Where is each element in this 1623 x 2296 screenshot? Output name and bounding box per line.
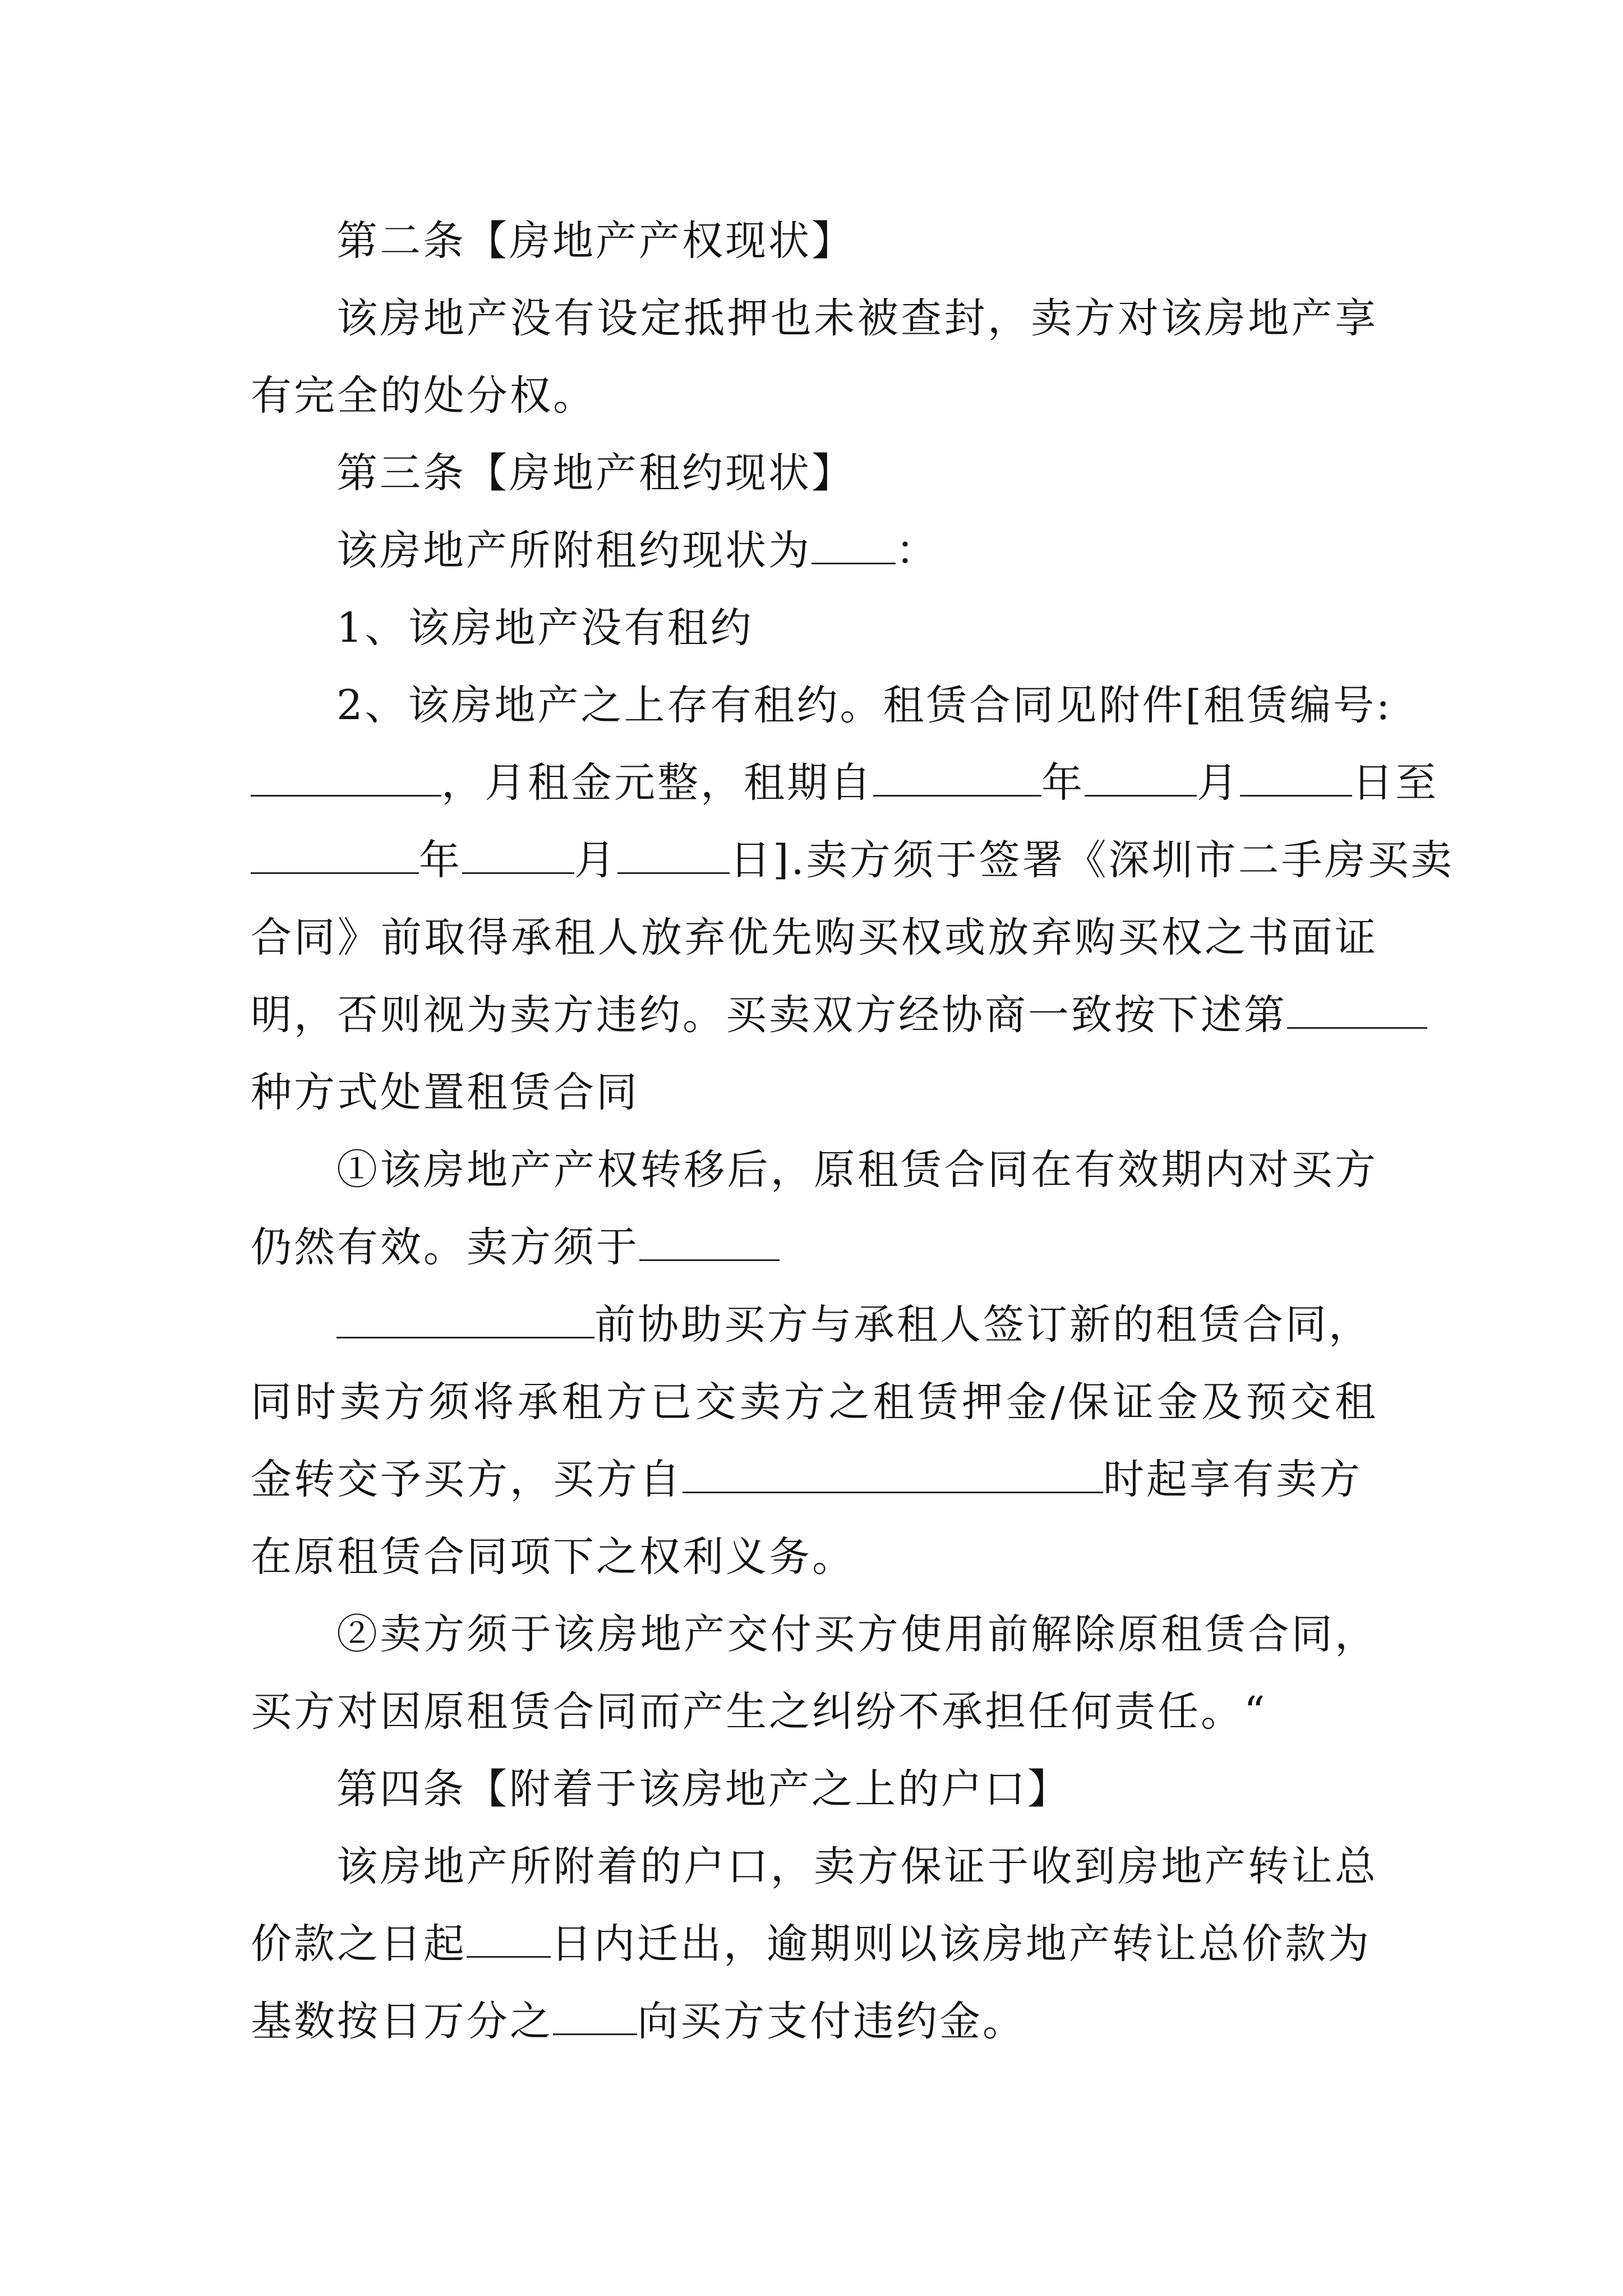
item-2-day-1: 日至 xyxy=(1352,759,1438,807)
article-3-colon: ： xyxy=(896,527,939,574)
option-1-line-1 xyxy=(336,1142,1378,1198)
article-2-heading-text: 第二条【房地产产权现状】 xyxy=(336,217,855,265)
item-2-text-3: 日].卖方须于签署《深圳市二手房买卖 xyxy=(730,836,1454,884)
option-1-text-3: 前协助买方与承租人签订新的租赁合同， xyxy=(594,1301,1372,1349)
article-2-paragraph-line-2 xyxy=(251,368,1378,424)
article-2-heading xyxy=(336,213,1378,269)
article-4-text-1: 该房地产所附着的户口，卖方保证于收到房地产转让总 xyxy=(336,1843,1378,1890)
item-2-year-2: 年 xyxy=(419,836,462,884)
article-3-paragraph xyxy=(336,523,1378,579)
article-3-heading-text: 第三条【房地产租约现状】 xyxy=(336,449,855,497)
option-1-line-3 xyxy=(336,1297,1378,1353)
item-2-month-1: 月 xyxy=(1197,759,1240,807)
lease-number-blank xyxy=(251,758,441,797)
option-1-text-4: 同时卖方须将承租方已交卖方之租赁押金/保证金及预交租 xyxy=(251,1378,1378,1426)
move-out-days-blank xyxy=(467,1919,551,1958)
item-2-line-3 xyxy=(251,832,1454,889)
item-2-month-2: 月 xyxy=(574,836,617,884)
option-1-line-4 xyxy=(251,1374,1378,1430)
article-2-text-2: 有完全的处分权。 xyxy=(251,372,596,420)
end-year-blank xyxy=(251,835,419,874)
item-2-text-2a: ，月租金元整，租期自 xyxy=(441,759,873,807)
article-4-line-3 xyxy=(251,1994,1378,2050)
lease-status-blank xyxy=(811,526,896,564)
sign-date-blank-1 xyxy=(639,1222,780,1261)
penalty-rate-blank xyxy=(553,1996,637,2035)
end-month-blank xyxy=(462,835,574,874)
article-4-text-3b: 向买方支付违约金。 xyxy=(637,1998,1026,2045)
option-1-text-5b: 时起享有卖方 xyxy=(1103,1456,1362,1503)
article-4-heading-text: 第四条【附着于该房地产之上的户口】 xyxy=(336,1765,1071,1813)
start-month-blank xyxy=(1085,758,1197,797)
article-3-heading xyxy=(336,445,1378,501)
item-2-text-5: 明，否则视为卖方违约。买卖双方经协商一致按下述第 xyxy=(251,991,1287,1039)
option-1-line-5 xyxy=(251,1452,1378,1508)
start-year-blank xyxy=(873,758,1041,797)
article-2-text-1: 该房地产没有设定抵押也未被查封，卖方对该房地产享 xyxy=(336,295,1378,342)
item-2-line-2 xyxy=(251,755,1438,811)
option-2-text-2: 买方对因原租赁合同而产生之纠纷不承担任何责任。“ xyxy=(251,1688,1267,1736)
item-2-text-4: 合同》前取得承租人放弃优先购买权或放弃购买权之书面证 xyxy=(251,914,1378,961)
option-2-text-1: ②卖方须于该房地产交付买方使用前解除原租赁合同， xyxy=(336,1611,1378,1658)
option-1-text-2: 仍然有效。卖方须于 xyxy=(251,1223,639,1271)
option-1-text-1: ①该房地产产权转移后，原租赁合同在有效期内对买方 xyxy=(336,1146,1378,1194)
article-4-line-1 xyxy=(336,1839,1378,1895)
rights-date-blank xyxy=(683,1455,1103,1493)
item-2-line-6 xyxy=(251,1065,1378,1121)
item-2-line-4 xyxy=(251,910,1378,966)
item-2-year-1: 年 xyxy=(1041,759,1085,807)
end-day-blank xyxy=(617,835,730,874)
option-number-blank xyxy=(1287,990,1427,1029)
item-2-text-6: 种方式处置租赁合同 xyxy=(251,1069,639,1116)
article-4-text-2a: 价款之日起 xyxy=(251,1920,467,1968)
item-2-line-5 xyxy=(251,987,1378,1043)
option-2-line-1 xyxy=(336,1607,1378,1663)
item-1-text: 1、该房地产没有租约 xyxy=(336,604,754,652)
article-4-text-2b: 日内迁出，逾期则以该房地产转让总价款为 xyxy=(551,1920,1371,1968)
article-2-paragraph-line-1 xyxy=(336,291,1378,347)
sign-date-blank-2 xyxy=(336,1300,594,1338)
start-day-blank xyxy=(1240,758,1352,797)
item-2-line-1 xyxy=(336,678,1393,734)
article-3-text: 该房地产所附租约现状为 xyxy=(336,527,811,574)
item-2-text-1: 2、该房地产之上存有租约。租赁合同见附件[租赁编号: xyxy=(336,682,1393,729)
article-4-line-2 xyxy=(251,1916,1378,1972)
option-1-line-6 xyxy=(251,1529,1378,1585)
article-4-text-3a: 基数按日万分之 xyxy=(251,1998,553,2045)
option-1-text-6: 在原租赁合同项下之权利义务。 xyxy=(251,1533,855,1581)
option-2-line-2 xyxy=(251,1684,1378,1740)
option-1-line-2 xyxy=(251,1220,1378,1276)
item-1 xyxy=(336,600,1378,656)
article-4-heading xyxy=(336,1761,1378,1818)
option-1-text-5a: 金转交予买方，买方自 xyxy=(251,1456,683,1503)
